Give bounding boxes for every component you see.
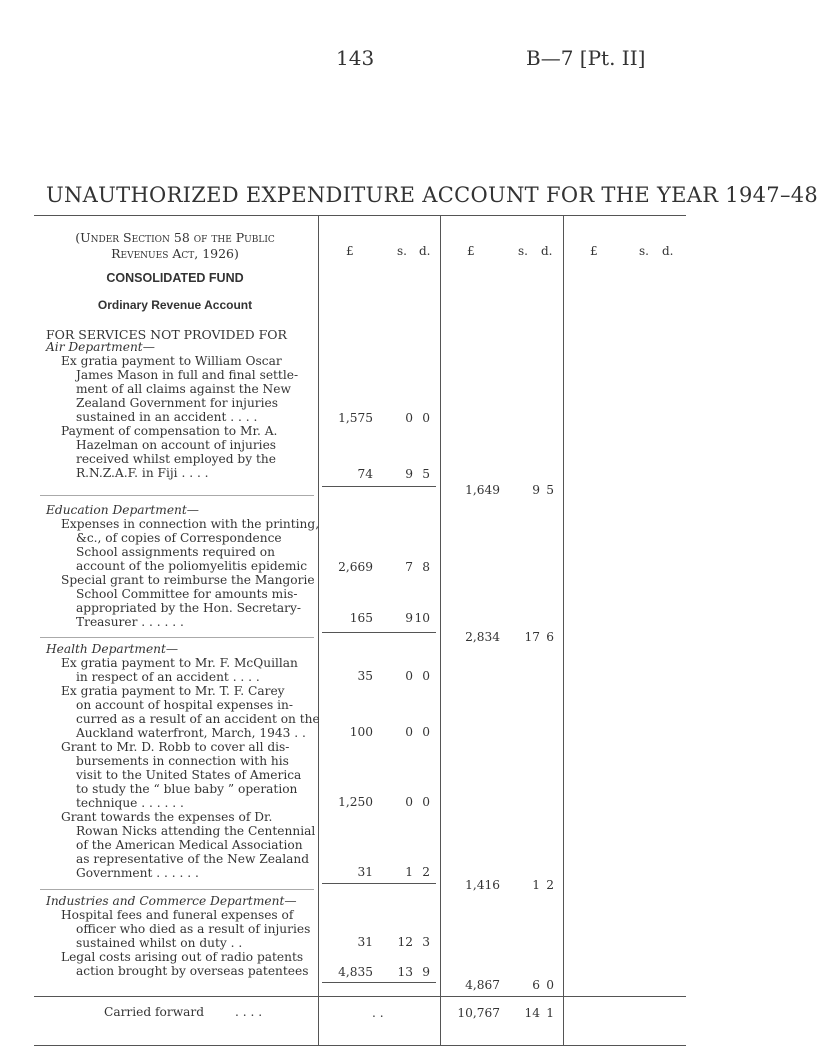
amount-pence: 5 — [422, 467, 430, 481]
air-item2-line3: received whilst employed by the — [76, 452, 276, 466]
subtotal-rule — [322, 632, 436, 633]
amount-pounds: 31 — [357, 865, 373, 879]
subtotal-pounds: 1,649 — [465, 483, 500, 497]
subtotal-pounds: 2,834 — [465, 630, 500, 644]
amount-pounds: 31 — [357, 935, 373, 949]
subtotal-rule — [322, 982, 436, 983]
column-divider-3 — [563, 216, 564, 1046]
health-item3-line3: visit to the United States of America — [76, 768, 302, 782]
air-item1-line5: sustained in an accident . . . . — [76, 410, 258, 424]
fund-heading: CONSOLIDATED FUND — [106, 271, 244, 285]
amount-pence: 0 — [422, 669, 430, 683]
table-top-rule — [34, 215, 686, 216]
health-item2-line3: curred as a result of an accident on the — [76, 712, 320, 726]
amount-pence: 2 — [422, 865, 430, 879]
amount-pounds: 1,250 — [338, 795, 373, 809]
department-name: Industries and Commerce Department— — [46, 894, 297, 908]
health-item3-line5: technique . . . . . . — [76, 796, 184, 810]
amount-pounds: 100 — [349, 725, 373, 739]
edu-item2-line2: School Committee for amounts mis- — [76, 587, 298, 601]
section-heading: FOR SERVICES NOT PROVIDED FOR — [46, 327, 287, 342]
amount-pence: 10 — [414, 611, 430, 625]
health-item2-line4: Auckland waterfront, March, 1943 . . — [76, 726, 306, 740]
ind-item1-line2: officer who died as a result of injuries — [76, 922, 311, 936]
carried-forward-col1-leader: . . — [372, 1006, 384, 1020]
account-heading: Ordinary Revenue Account — [97, 298, 253, 312]
department-name: Health Department— — [46, 642, 179, 656]
carried-forward-label: Carried forward — [104, 1005, 205, 1019]
air-item2-line2: Hazelman on account of injuries — [76, 438, 277, 452]
amount-pounds: 2,669 — [338, 560, 373, 574]
edu-item1-line4: account of the poliomyelitis epidemic — [76, 559, 308, 573]
subtotal-shillings: 6 — [532, 978, 540, 992]
health-item3-line4: to study the “ blue baby ” operation — [76, 782, 298, 796]
col1-shilling-header: s. — [397, 244, 407, 258]
subtotal-pounds: 4,867 — [465, 978, 500, 992]
edu-item2-line3: appropriated by the Hon. Secretary- — [76, 601, 301, 615]
health-item1-line2: in respect of an accident . . . . — [76, 670, 260, 684]
amount-pounds: 1,575 — [338, 411, 373, 425]
amount-shillings: 7 — [405, 560, 413, 574]
col1-pound-header: £ — [346, 244, 354, 258]
health-item3-line1: Grant to Mr. D. Robb to cover all dis- — [61, 740, 290, 754]
col2-shilling-header: s. — [518, 244, 528, 258]
health-item4-line2: Rowan Nicks attending the Centennial — [76, 824, 316, 838]
health-item4-line1: Grant towards the expenses of Dr. — [61, 810, 273, 824]
carried-forward-pounds: 10,767 — [457, 1006, 500, 1020]
edu-item1-line3: School assignments required on — [76, 545, 275, 559]
carried-forward-shillings: 14 — [524, 1006, 540, 1020]
subtotal-pence: 2 — [546, 878, 554, 892]
amount-pounds: 4,835 — [338, 965, 373, 979]
health-item4-line3: of the American Medical Association — [76, 838, 303, 852]
amount-pence: 0 — [422, 411, 430, 425]
department-name: Air Department— — [46, 340, 155, 354]
health-item2-line1: Ex gratia payment to Mr. T. F. Carey — [61, 684, 285, 698]
column-divider-2 — [440, 216, 441, 1046]
amount-pence: 9 — [422, 965, 430, 979]
department-name: Education Department— — [46, 503, 199, 517]
col3-pence-header: d. — [662, 244, 674, 258]
amount-pounds: 35 — [357, 669, 373, 683]
health-item4-line4: as representative of the New Zealand — [76, 852, 310, 866]
ind-item1-line3: sustained whilst on duty . . — [76, 936, 243, 950]
air-item2-line4: R.N.Z.A.F. in Fiji . . . . — [76, 466, 209, 480]
carried-forward-leaders: . . . . — [235, 1005, 263, 1019]
subtotal-pence: 0 — [546, 978, 554, 992]
subtotal-pence: 5 — [546, 483, 554, 497]
amount-pence: 8 — [422, 560, 430, 574]
amount-shillings: 1 — [405, 865, 413, 879]
page-number: 143 — [336, 46, 375, 70]
air-item1-line2: James Mason in full and final settle- — [76, 368, 299, 382]
amount-shillings: 9 — [405, 467, 413, 481]
section-divider — [40, 495, 314, 496]
col2-pound-header: £ — [467, 244, 475, 258]
carried-forward-rule — [34, 996, 686, 997]
amount-shillings: 0 — [405, 725, 413, 739]
health-item1-line1: Ex gratia payment to Mr. F. McQuillan — [61, 656, 298, 670]
amount-shillings: 0 — [405, 411, 413, 425]
amount-shillings: 13 — [397, 965, 413, 979]
amount-pence: 0 — [422, 795, 430, 809]
carried-forward-pence: 1 — [546, 1006, 554, 1020]
ind-item2-line2: action brought by overseas patentees — [76, 964, 309, 978]
subtotal-rule — [322, 486, 436, 487]
air-item1-line4: Zealand Government for injuries — [76, 396, 278, 410]
amount-pounds: 165 — [349, 611, 373, 625]
health-item4-line5: Government . . . . . . — [76, 866, 199, 880]
subtotal-shillings: 1 — [532, 878, 540, 892]
amount-pence: 3 — [422, 935, 430, 949]
section-divider — [40, 889, 314, 890]
air-item1-line1: Ex gratia payment to William Oscar — [61, 354, 282, 368]
edu-item1-line1: Expenses in connection with the printing, — [61, 517, 320, 531]
column-divider-1 — [318, 216, 319, 1046]
page-title: UNAUTHORIZED EXPENDITURE ACCOUNT FOR THE YEAR 1947–48 — [46, 183, 818, 207]
col1-pence-header: d. — [419, 244, 431, 258]
health-item2-line2: on account of hospital expenses in- — [76, 698, 293, 712]
subtotal-shillings: 9 — [532, 483, 540, 497]
subtotal-rule — [322, 883, 436, 884]
col2-pence-header: d. — [541, 244, 553, 258]
amount-pence: 0 — [422, 725, 430, 739]
subtotal-pence: 6 — [546, 630, 554, 644]
col3-pound-header: £ — [590, 244, 598, 258]
edu-item2-line4: Treasurer . . . . . . — [76, 615, 184, 629]
amount-shillings: 9 — [405, 611, 413, 625]
edu-item1-line2: &c., of copies of Correspondence — [76, 531, 282, 545]
document-reference: B—7 [Pt. II] — [526, 46, 646, 70]
subtotal-shillings: 17 — [524, 630, 540, 644]
air-item2-line1: Payment of compensation to Mr. A. — [61, 424, 278, 438]
amount-pounds: 74 — [357, 467, 373, 481]
amount-shillings: 0 — [405, 795, 413, 809]
col3-shilling-header: s. — [639, 244, 649, 258]
section-divider — [40, 637, 314, 638]
health-item3-line2: bursements in connection with his — [76, 754, 289, 768]
ind-item1-line1: Hospital fees and funeral expenses of — [61, 908, 294, 922]
statute-reference-line1: (Under Section 58 of the Public — [75, 230, 275, 245]
air-item1-line3: ment of all claims against the New — [76, 382, 291, 396]
ind-item2-line1: Legal costs arising out of radio patents — [61, 950, 304, 964]
subtotal-pounds: 1,416 — [465, 878, 500, 892]
edu-item2-line1: Special grant to reimburse the Mangorie — [61, 573, 315, 587]
statute-reference-line2: Revenues Act, 1926) — [111, 246, 239, 261]
table-bottom-rule — [34, 1045, 686, 1046]
amount-shillings: 12 — [397, 935, 413, 949]
amount-shillings: 0 — [405, 669, 413, 683]
